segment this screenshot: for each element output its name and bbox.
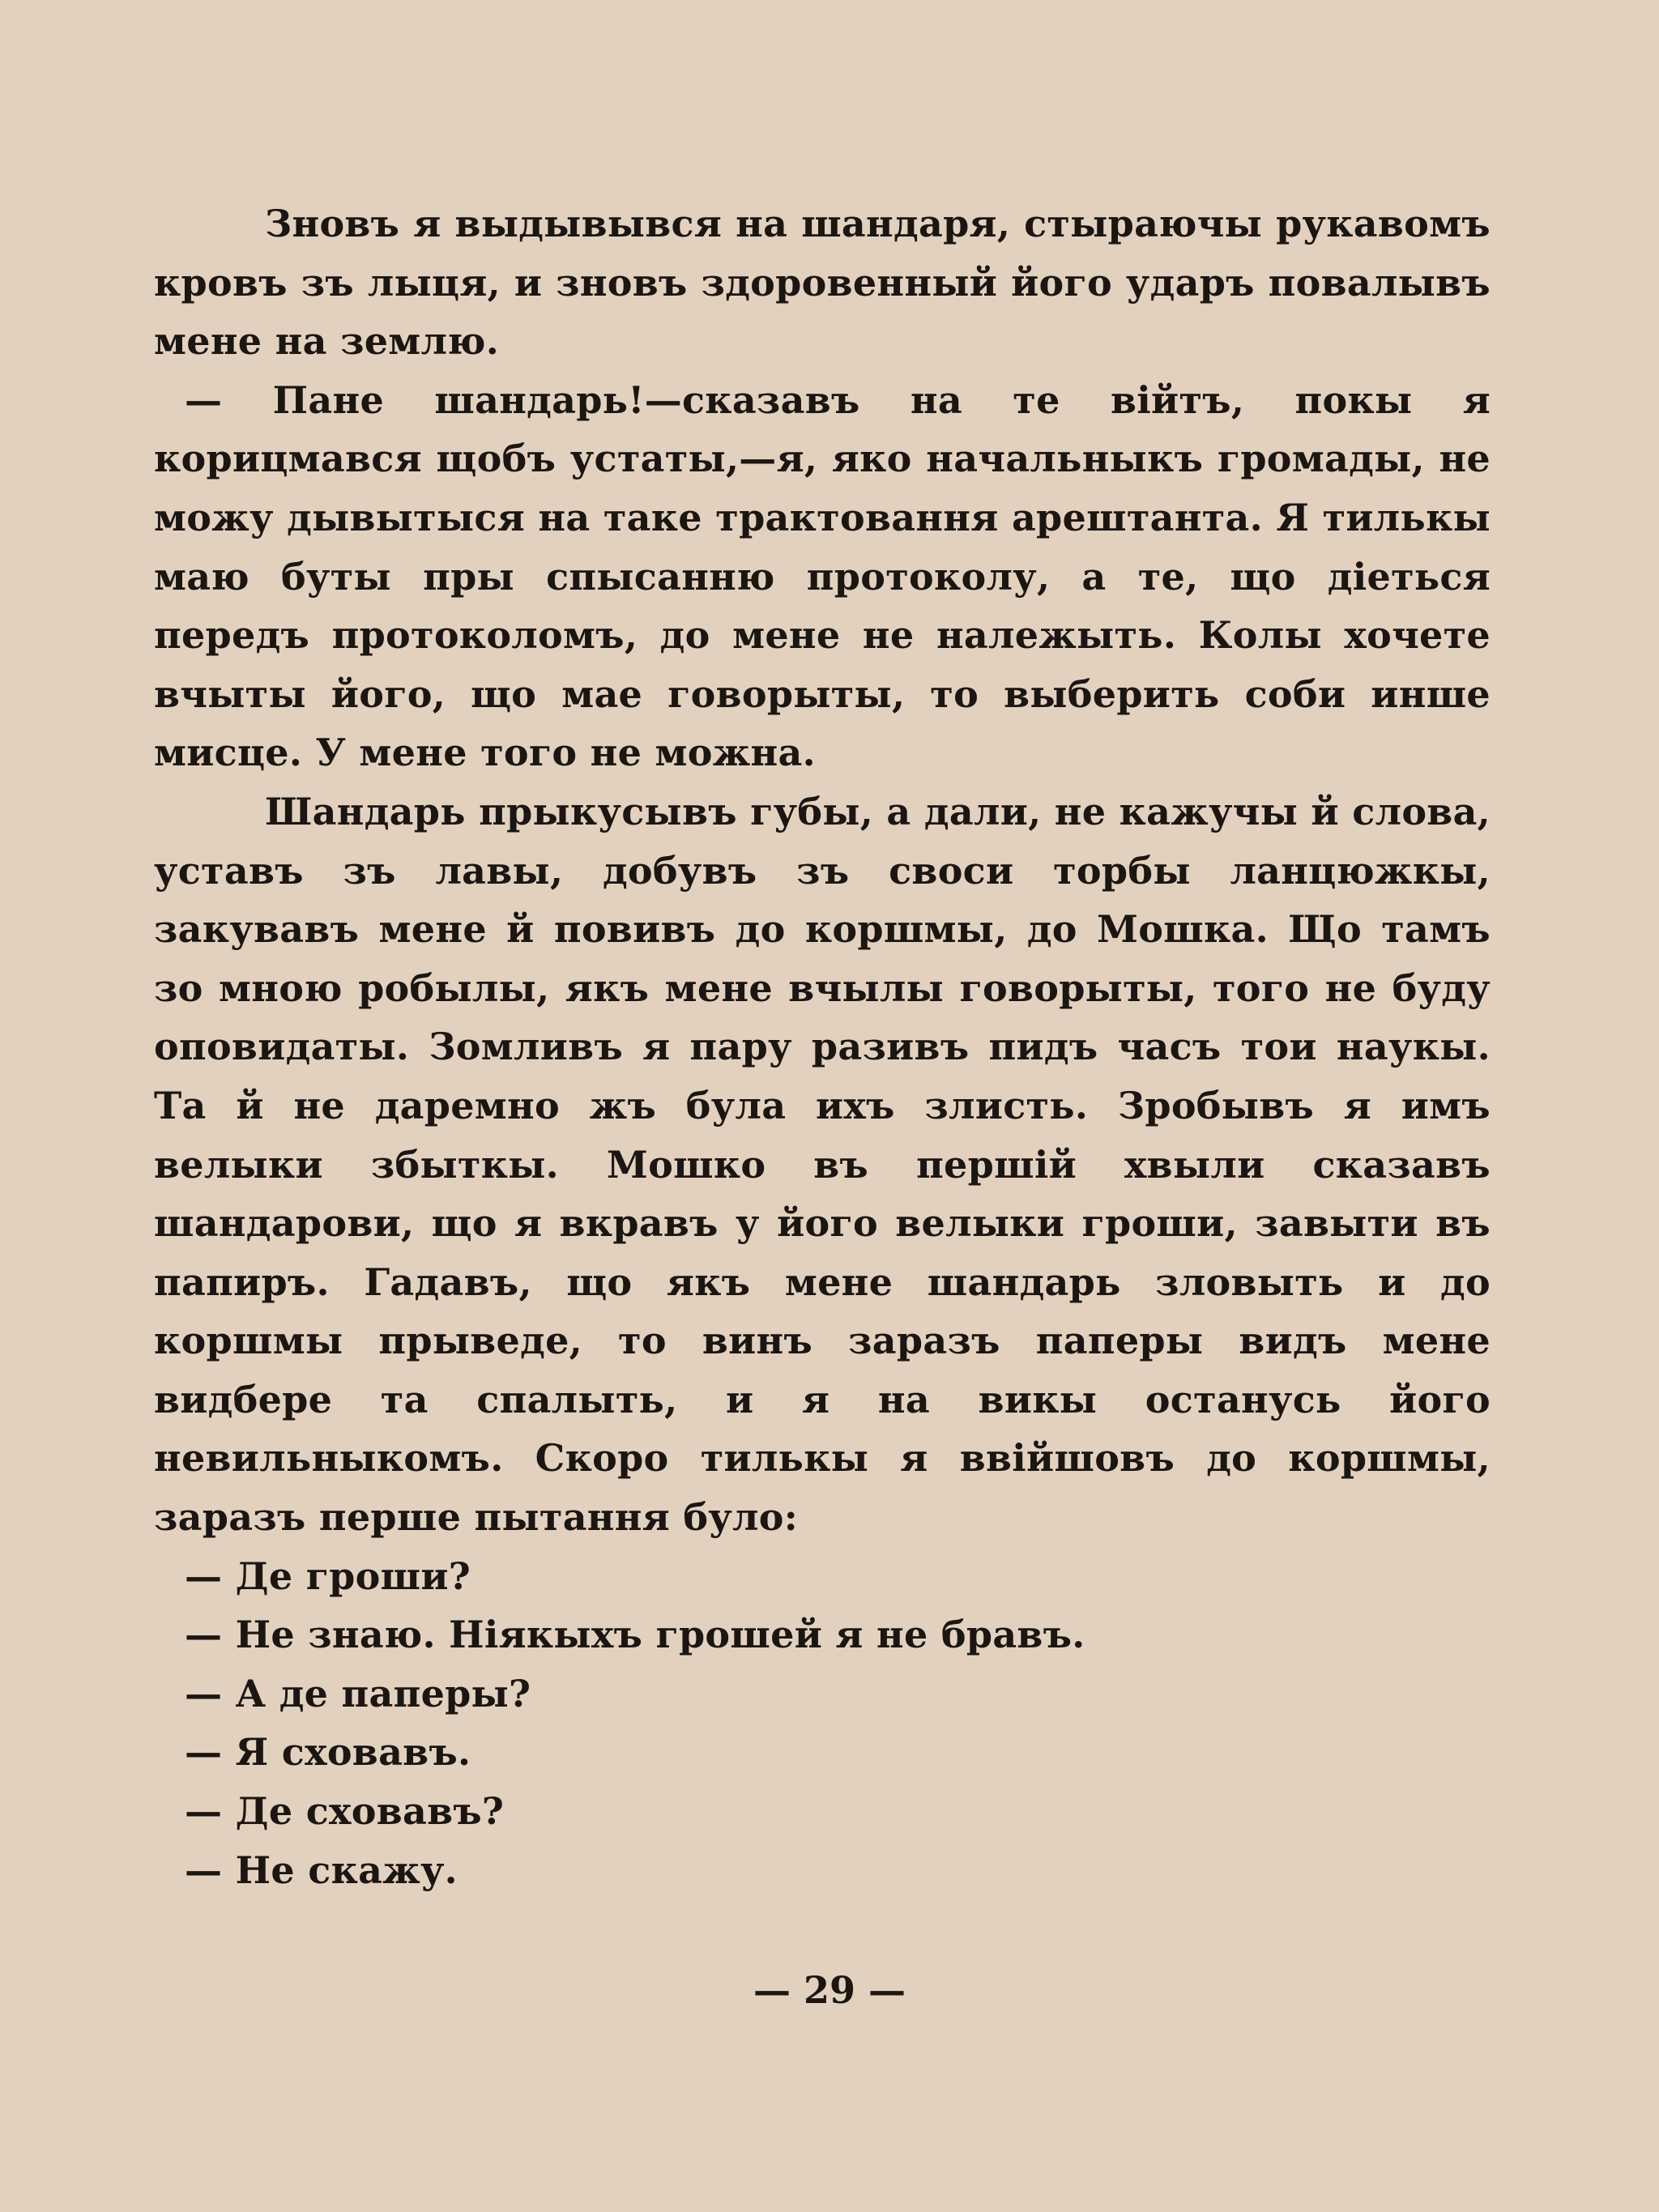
- dialog-line-3: — А де паперы?: [185, 1671, 531, 1715]
- dialog-line-1: — Де гроши?: [185, 1554, 471, 1598]
- page-number: — 29 —: [753, 1968, 906, 2012]
- dialog-line-2: — Не знаю. Ніякыхъ грошей я не бравъ.: [185, 1613, 1085, 1657]
- dialog-line-5: — Де сховавъ?: [185, 1789, 505, 1834]
- paragraph-1: Зновъ я выдывывся на шандаря, стыраючы рукавомъ кровъ зъ лыця, и зновъ здоровенный його ударъ повалывъ мене на землю.: [154, 202, 1491, 364]
- paragraph-2: — Пане шандарь!—сказавъ на те війтъ, покы я корицмався щобъ устаты,—я, яко начальныкъ громады, не можу дывытыся на таке трактовання арештанта. Я тилькы маю буты пры спысанню протоколу, а те, що діеться передъ протоколомъ, до мене не належыть. Колы хочете вчыты його, що мае говорыты, то выберить соби инше мисце. У мене того не можна.: [154, 377, 1491, 775]
- page-body: [154, 194, 1491, 1899]
- paragraph-3: Шандарь прыкусывъ губы, а дали, не кажучы й слова, уставъ зъ лавы, добувъ зъ своси торбы ланцюжкы, закувавъ мене й повивъ до коршмы, до Мошка. Що тамъ зо мною робылы, якъ мене вчылы говорыты, того не буду оповидаты. Зомливъ я пару разивъ пидъ часъ тои наукы. Та й не даремно жъ була ихъ злисть. Зробывъ я имъ велыки збыткы. Мошко въ першій хвыли сказавъ шандарови, що я вкравъ у його велыки гроши, завыти въ папиръ. Гадавъ, що якъ мене шандарь зловыть и до коршмы прыведе, то винъ заразъ паперы видъ мене видбере та спалыть, и я на викы останусь його невильныкомъ. Скоро тилькы я ввійшовъ до коршмы, заразъ перше пытання було:: [154, 789, 1491, 1540]
- dialog-line-6: — Не скажу.: [185, 1848, 458, 1892]
- dialog-line-4: — Я сховавъ.: [185, 1730, 471, 1775]
